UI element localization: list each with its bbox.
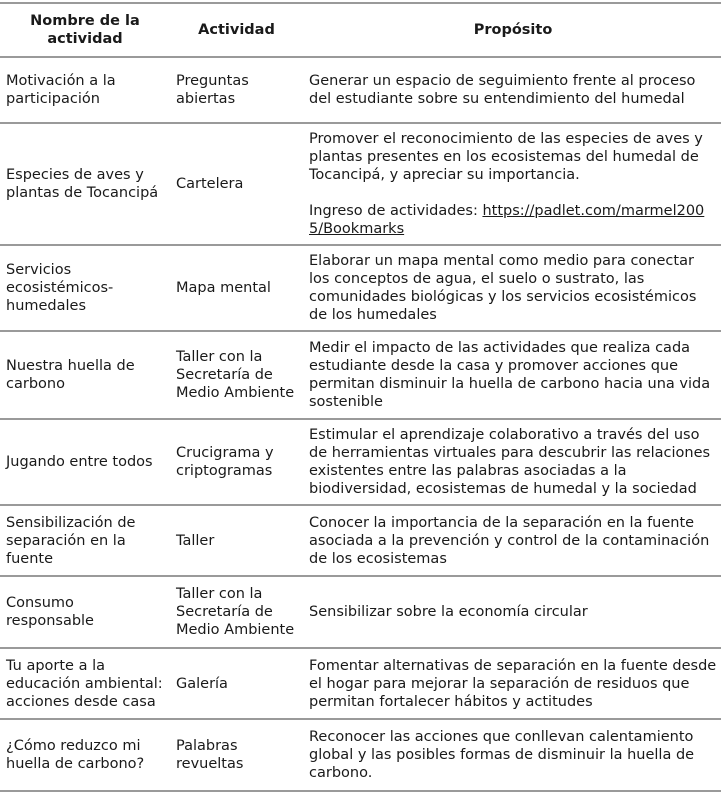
table-row [0, 245, 721, 331]
cell-nombre: Tu aporte a la educación ambiental: acciones desde casa [0, 648, 170, 719]
table-row [0, 331, 721, 419]
table-row [0, 505, 721, 576]
table-row [0, 648, 721, 719]
cell-nombre: Sensibilización de separación en la fuente [0, 505, 170, 576]
cell-nombre: Nuestra huella de carbono [0, 331, 170, 419]
header-actividad: Actividad [170, 3, 303, 57]
cell-proposito [303, 123, 721, 245]
cell-actividad: Mapa mental [170, 245, 303, 331]
cell-actividad: Taller con la Secretaría de Medio Ambiente [170, 331, 303, 419]
cell-proposito: Estimular el aprendizaje colaborativo a través del uso de herramientas virtuales para descubrir las relaciones existentes entre las palabras asociadas a la biodiversidad, ecosistemas de humedal y la sociedad [303, 419, 721, 505]
cell-actividad: Preguntas abiertas [170, 57, 303, 123]
cell-nombre: ¿Cómo reduzco mi huella de carbono? [0, 719, 170, 791]
cell-actividad: Taller con la Secretaría de Medio Ambiente [170, 576, 303, 648]
table-row [0, 123, 721, 245]
header-proposito: Propósito [303, 3, 721, 57]
cell-nombre: Consumo responsable [0, 576, 170, 648]
cell-actividad: Crucigrama y criptogramas [170, 419, 303, 505]
cell-proposito: Sensibilizar sobre la economía circular [303, 576, 721, 648]
table-row [0, 57, 721, 123]
cell-actividad: Cartelera [170, 123, 303, 245]
cell-proposito: Elaborar un mapa mental como medio para conectar los conceptos de agua, el suelo o sustrato, las comunidades biológicas y los servicios ecosistémicos de los humedales [303, 245, 721, 331]
activities-table [0, 2, 721, 792]
proposito-text: Promover el reconocimiento de las especies de aves y plantas presentes en los ecosistemas del humedal de Tocancipá, y apreciar su importancia. [309, 131, 703, 183]
table-row [0, 719, 721, 791]
table-row [0, 419, 721, 505]
cell-nombre: Jugando entre todos [0, 419, 170, 505]
cell-proposito: Reconocer las acciones que conllevan calentamiento global y las posibles formas de disminuir la huella de carbono. [303, 719, 721, 791]
cell-actividad: Palabras revueltas [170, 719, 303, 791]
cell-nombre: Motivación a la participación [0, 57, 170, 123]
cell-nombre: Servicios ecosistémicos-humedales [0, 245, 170, 331]
padlet-link[interactable]: https://padlet.com/marmel2005/Bookmarks [309, 203, 705, 237]
cell-proposito: Fomentar alternativas de separación en la fuente desde el hogar para mejorar la separación de residuos que permitan fortalecer hábitos y actitudes [303, 648, 721, 719]
cell-proposito: Medir el impacto de las actividades que realiza cada estudiante desde la casa y promover acciones que permitan disminuir la huella de carbono hacia una vida sostenible [303, 331, 721, 419]
header-row [0, 3, 721, 57]
cell-nombre: Especies de aves y plantas de Tocancipá [0, 123, 170, 245]
cell-proposito: Conocer la importancia de la separación en la fuente asociada a la prevención y control de la contaminación de los ecosistemas [303, 505, 721, 576]
cell-proposito: Generar un espacio de seguimiento frente al proceso del estudiante sobre su entendimiento del humedal [303, 57, 721, 123]
cell-actividad: Taller [170, 505, 303, 576]
ingreso-label: Ingreso de actividades: [309, 203, 483, 219]
header-nombre: Nombre de la actividad [0, 3, 170, 57]
cell-actividad: Galería [170, 648, 303, 719]
table-row [0, 576, 721, 648]
